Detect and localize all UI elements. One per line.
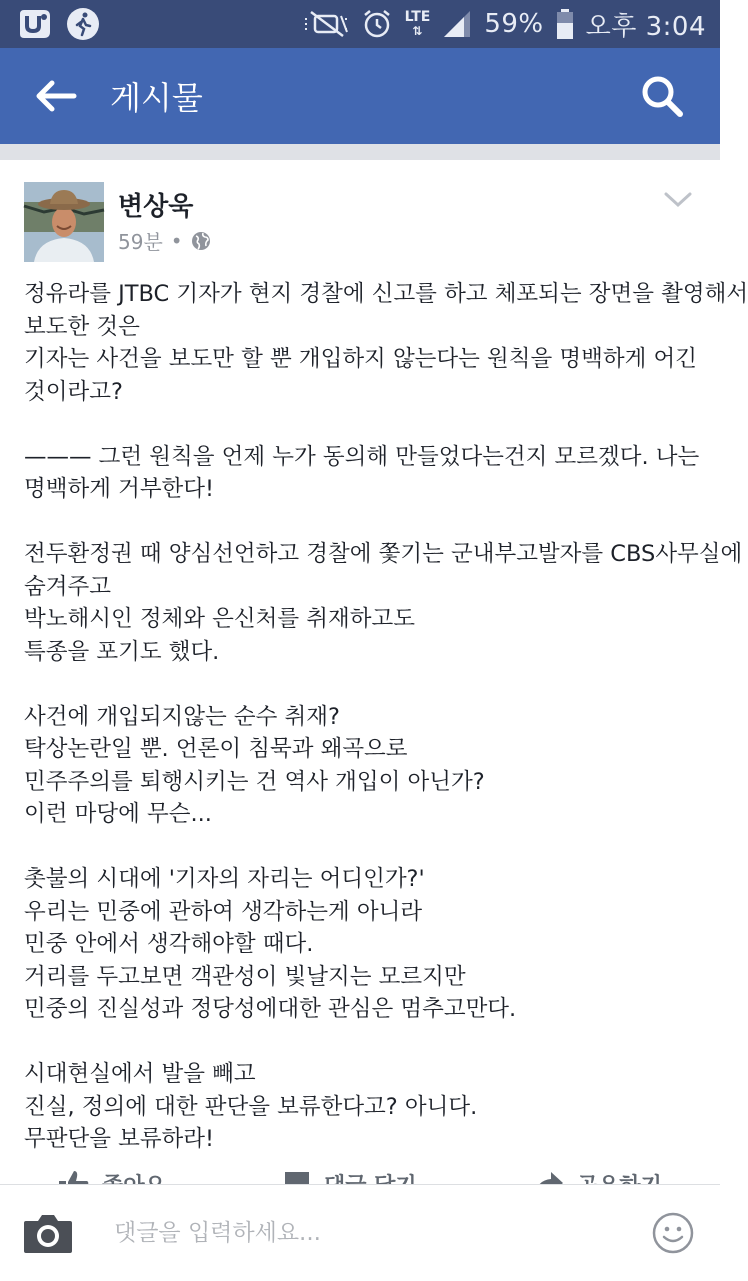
u-plus-icon (16, 8, 52, 40)
feed-divider (0, 144, 720, 160)
post-meta (118, 226, 211, 255)
battery-icon (556, 8, 574, 40)
post-text (24, 278, 748, 1188)
back-arrow-icon (36, 80, 76, 112)
post-text-line: 전두환정권 때 양심선언하고 경찰에 쫓기는 군내부고발자를 CBS사무실에 (24, 541, 743, 567)
search-icon (640, 74, 684, 118)
post-text-line: 사건에 개입되지않는 순수 취재? (24, 703, 340, 730)
post-paragraph (24, 863, 696, 1026)
post-text-line: 거리를 두고보면 객관성이 빛날지는 모르지만 (24, 963, 466, 990)
avatar[interactable] (24, 182, 104, 262)
post-text-line: 것이라고? (24, 378, 123, 405)
post-text-line: 촛불의 시대에 '기자의 자리는 어디인가?' (24, 866, 425, 892)
app-bar (0, 48, 720, 144)
post-text-line: 탁상논란일 뿐. 언론이 침묵과 왜곡으로 (24, 736, 408, 762)
post-paragraph (24, 441, 700, 506)
post-text-line: 정유라를 JTBC 기자가 현지 경찰에 신고를 하고 체포되는 장면을 촬영해서 (24, 281, 748, 307)
post-text-line: 시대현실에서 발을 빼고 (24, 1061, 256, 1087)
chevron-down-icon[interactable] (662, 188, 694, 212)
post-text-line: 민중 안에서 생각해야할 때다. (24, 931, 314, 957)
post-card (0, 160, 748, 1184)
mute-icon (303, 10, 349, 38)
globe-icon (191, 231, 211, 251)
post-paragraph (24, 278, 748, 408)
post-text-line: 보도한 것은 (24, 313, 140, 340)
post-time[interactable]: 59분 (118, 230, 163, 254)
page-title: 게시물 (110, 79, 203, 117)
post-text-line: 민주주의를 퇴행시키는 건 역사 개입이 아닌가? (24, 768, 485, 795)
author-name[interactable]: 변상욱 (118, 192, 194, 222)
post-text-line: 박노해시인 정체와 은신처를 취재하고도 (24, 606, 415, 632)
status-bar (0, 0, 720, 48)
post-paragraph (24, 538, 743, 668)
post-text-line: ——— 그런 원칙을 언제 누가 동의해 만들었다는건지 모르겠다. 나는 (24, 443, 700, 470)
battery-percent: 59% (484, 9, 544, 39)
back-button[interactable] (24, 64, 88, 128)
signal-icon (442, 9, 472, 39)
camera-button[interactable] (22, 1209, 78, 1257)
post-text-line: 기자는 사건을 보도만 할 뿐 개입하지 않는다는 원칙을 명백하게 어긴 (24, 346, 697, 372)
post-text-line: 이런 마당에 무슨... (24, 801, 212, 827)
camera-icon (22, 1211, 74, 1255)
post-paragraph (24, 1058, 696, 1156)
post-text-line: 명백하게 거부한다! (24, 476, 215, 502)
post-text-line: 우리는 민중에 관하여 생각하는게 아니라 (24, 898, 423, 925)
post-text-line: 특종을 포기도 했다. (24, 638, 220, 665)
comment-bar (0, 1184, 720, 1281)
post-text-line: 숨겨주고 (24, 573, 111, 600)
walking-icon (66, 7, 100, 41)
comment-input[interactable] (112, 1219, 596, 1247)
search-button[interactable] (630, 64, 694, 128)
meta-separator: • (170, 228, 183, 253)
post-text-line: 진실, 정의에 대한 판단을 보류한다고? 아니다. (24, 1093, 478, 1120)
alarm-icon (361, 8, 393, 40)
post-text-line: 무판단을 보류하라! (24, 1126, 215, 1152)
post-paragraph (24, 701, 696, 831)
post-text-line: 민중의 진실성과 정당성에대한 관심은 멈추고만다. (24, 996, 517, 1022)
clock: 오후 3:04 (585, 11, 706, 42)
network-type: LTE ⇅ (404, 9, 431, 38)
emoji-icon[interactable] (652, 1212, 694, 1254)
